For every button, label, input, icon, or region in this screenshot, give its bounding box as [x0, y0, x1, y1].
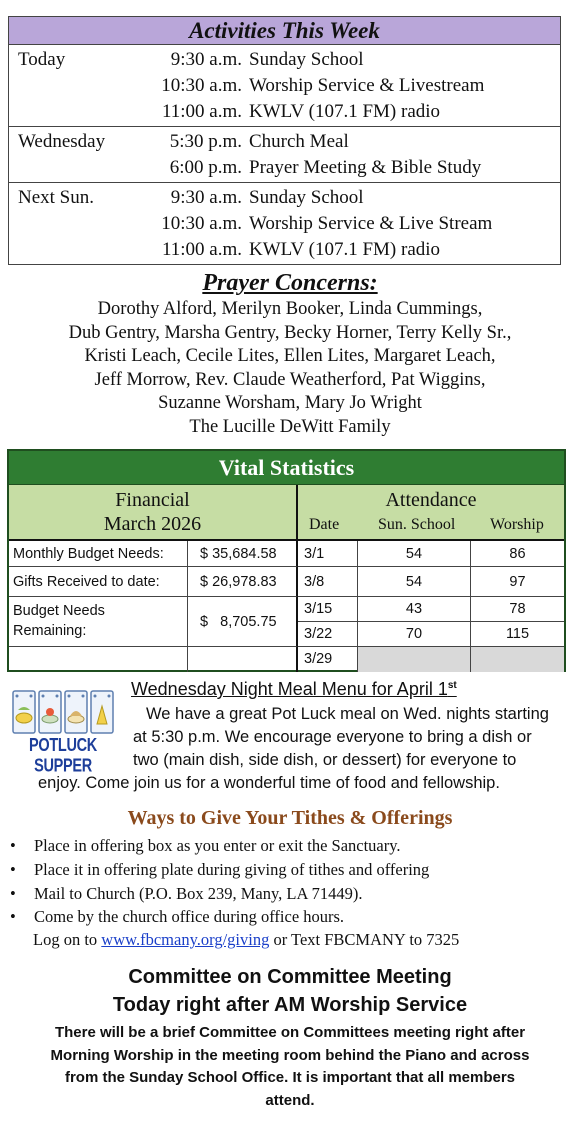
committee-body-line: from the Sunday School Office. It is important that all members — [64, 1069, 516, 1086]
committee-body — [0, 1022, 580, 1112]
committee-notice — [0, 963, 580, 1112]
giving-online-suffix: or Text FBCMANY to 7325 — [269, 930, 460, 949]
attendance-worship — [471, 647, 564, 672]
activity-event: Prayer Meeting & Bible Study — [249, 157, 482, 178]
prayer-line: The Lucille DeWitt Family — [189, 416, 391, 437]
attendance-date: 3/8 — [298, 567, 358, 597]
activity-row — [9, 186, 560, 212]
activities-group-wednesday — [9, 127, 560, 183]
financial-empty — [188, 647, 298, 672]
bullet-icon: • — [10, 907, 16, 926]
activities-table — [8, 16, 561, 265]
financial-amount: $ 26,978.83 — [188, 567, 298, 597]
giving-online-prefix: Log on to — [33, 930, 102, 949]
attendance-worship: 86 — [471, 541, 564, 567]
financial-amount: $ 8,705.75 — [188, 597, 298, 647]
prayer-concerns — [0, 268, 580, 439]
activity-row — [9, 100, 560, 126]
financial-label: Monthly Budget Needs: — [9, 541, 188, 567]
vital-statistics — [7, 449, 566, 672]
giving-item-text: Come by the church office during office hours. — [34, 907, 345, 926]
financial-title: Financial — [115, 489, 190, 511]
giving-online — [33, 930, 459, 950]
meal-title-sup: st — [447, 680, 457, 691]
activity-row — [9, 156, 560, 182]
activity-event: Church Meal — [249, 131, 349, 152]
activity-time: 9:30 a.m. — [170, 187, 242, 208]
bullet-icon: • — [10, 860, 16, 879]
activity-row — [9, 238, 560, 264]
giving-link[interactable]: www.fbcmany.org/giving — [101, 930, 270, 949]
meal-title-text: Wednesday Night Meal Menu for April 1 — [131, 679, 448, 699]
bullet-icon: • — [10, 884, 16, 903]
attendance-worship: 97 — [471, 567, 564, 597]
activity-row — [9, 212, 560, 238]
prayer-line: Dub Gentry, Marsha Gentry, Becky Horner, Terry Kelly Sr., — [68, 322, 512, 343]
attendance-ss — [358, 647, 471, 672]
bullet-icon: • — [10, 836, 16, 855]
meal-menu-title — [131, 679, 457, 700]
activity-day: Today — [18, 49, 66, 70]
attendance-date: 3/15 — [298, 597, 358, 622]
attendance-worship: 78 — [471, 597, 564, 622]
prayer-line: Suzanne Worsham, Mary Jo Wright — [158, 393, 422, 413]
attendance-ss: 54 — [358, 567, 471, 597]
attendance-date: 3/1 — [298, 541, 358, 567]
activity-time: 10:30 a.m. — [161, 75, 242, 96]
financial-amount: $ 35,684.58 — [188, 541, 298, 567]
activity-time: 11:00 a.m. — [161, 101, 242, 122]
giving-title: Ways to Give Your Tithes & Offerings — [127, 807, 453, 829]
financial-label: Gifts Received to date: — [9, 567, 188, 597]
activity-event: KWLV (107.1 FM) radio — [249, 239, 441, 260]
activity-day: Next Sun. — [18, 187, 94, 208]
vital-title: Vital Statistics — [9, 451, 564, 485]
committee-body-line: Morning Worship in the meeting room behind the Piano and across — [50, 1046, 530, 1064]
attendance-date: 3/29 — [298, 647, 358, 672]
giving-item-text: Place it in offering plate during giving of tithes and offering — [34, 860, 430, 879]
financial-period: March 2026 — [103, 513, 202, 535]
activity-event: Worship Service & Live Stream — [249, 213, 493, 234]
activity-day: Wednesday — [18, 131, 106, 152]
vital-grid — [9, 539, 564, 667]
financial-empty — [9, 647, 188, 672]
attendance-header — [298, 485, 564, 539]
meal-line: enjoy. Come join us for a wonderful time of food and fellowship. — [38, 774, 500, 792]
committee-body-line: There will be a brief Committee on Committees meeting right after — [54, 1024, 526, 1041]
activity-time: 6:00 p.m. — [169, 157, 242, 178]
activities-title: Activities This Week — [9, 17, 560, 45]
attendance-ss: 43 — [358, 597, 471, 622]
meal-line: We have a great Pot Luck meal on Wed. nights starting — [146, 705, 549, 723]
activities-group-next-sunday — [9, 183, 560, 264]
attendance-worship: 115 — [471, 622, 564, 647]
activities-group-today — [9, 45, 560, 127]
attendance-ss: 70 — [358, 622, 471, 647]
activity-event: Worship Service & Livestream — [249, 75, 485, 96]
activity-event: Sunday School — [249, 187, 364, 208]
column-date: Date — [309, 516, 340, 533]
financial-header — [9, 485, 298, 539]
attendance-title: Attendance — [385, 489, 477, 511]
column-worship: Worship — [490, 516, 544, 533]
activity-event: KWLV (107.1 FM) radio — [249, 101, 441, 122]
committee-body-line: attend. — [265, 1091, 315, 1109]
activity-row — [9, 130, 560, 156]
financial-label: Budget Needs Remaining: — [9, 597, 188, 647]
meal-line: at 5:30 p.m. We encourage everyone to bring a dish or — [133, 728, 532, 746]
prayer-title: Prayer Concerns: — [202, 270, 378, 296]
committee-title: Committee on Committee Meeting — [128, 966, 452, 988]
potluck-supper-logo — [7, 688, 119, 777]
activity-event: Sunday School — [249, 49, 364, 70]
meal-line: two (main dish, side dish, or dessert) for everyone to — [133, 751, 517, 769]
activity-row — [9, 74, 560, 100]
activity-time: 10:30 a.m. — [161, 213, 242, 234]
attendance-ss: 54 — [358, 541, 471, 567]
activity-time: 5:30 p.m. — [169, 131, 242, 152]
giving-item-text: Place in offering box as you enter or exit the Sanctuary. — [34, 836, 401, 855]
committee-subtitle: Today right after AM Worship Service — [112, 994, 468, 1016]
activity-time: 9:30 a.m. — [170, 49, 242, 70]
prayer-line: Kristi Leach, Cecile Lites, Ellen Lites, Margaret Leach, — [84, 346, 496, 366]
prayer-line: Jeff Morrow, Rev. Claude Weatherford, Pat Wiggins, — [94, 369, 486, 390]
giving-item-text: Mail to Church (P.O. Box 239, Many, LA 71449). — [34, 884, 363, 903]
attendance-date: 3/22 — [298, 622, 358, 647]
activity-row — [9, 48, 560, 74]
potluck-logo-text: POTLUCK SUPPER — [29, 735, 97, 777]
prayer-line: Dorothy Alford, Merilyn Booker, Linda Cummings, — [97, 299, 483, 319]
column-sunday-school: Sun. School — [378, 516, 456, 533]
activity-time: 11:00 a.m. — [161, 239, 242, 260]
